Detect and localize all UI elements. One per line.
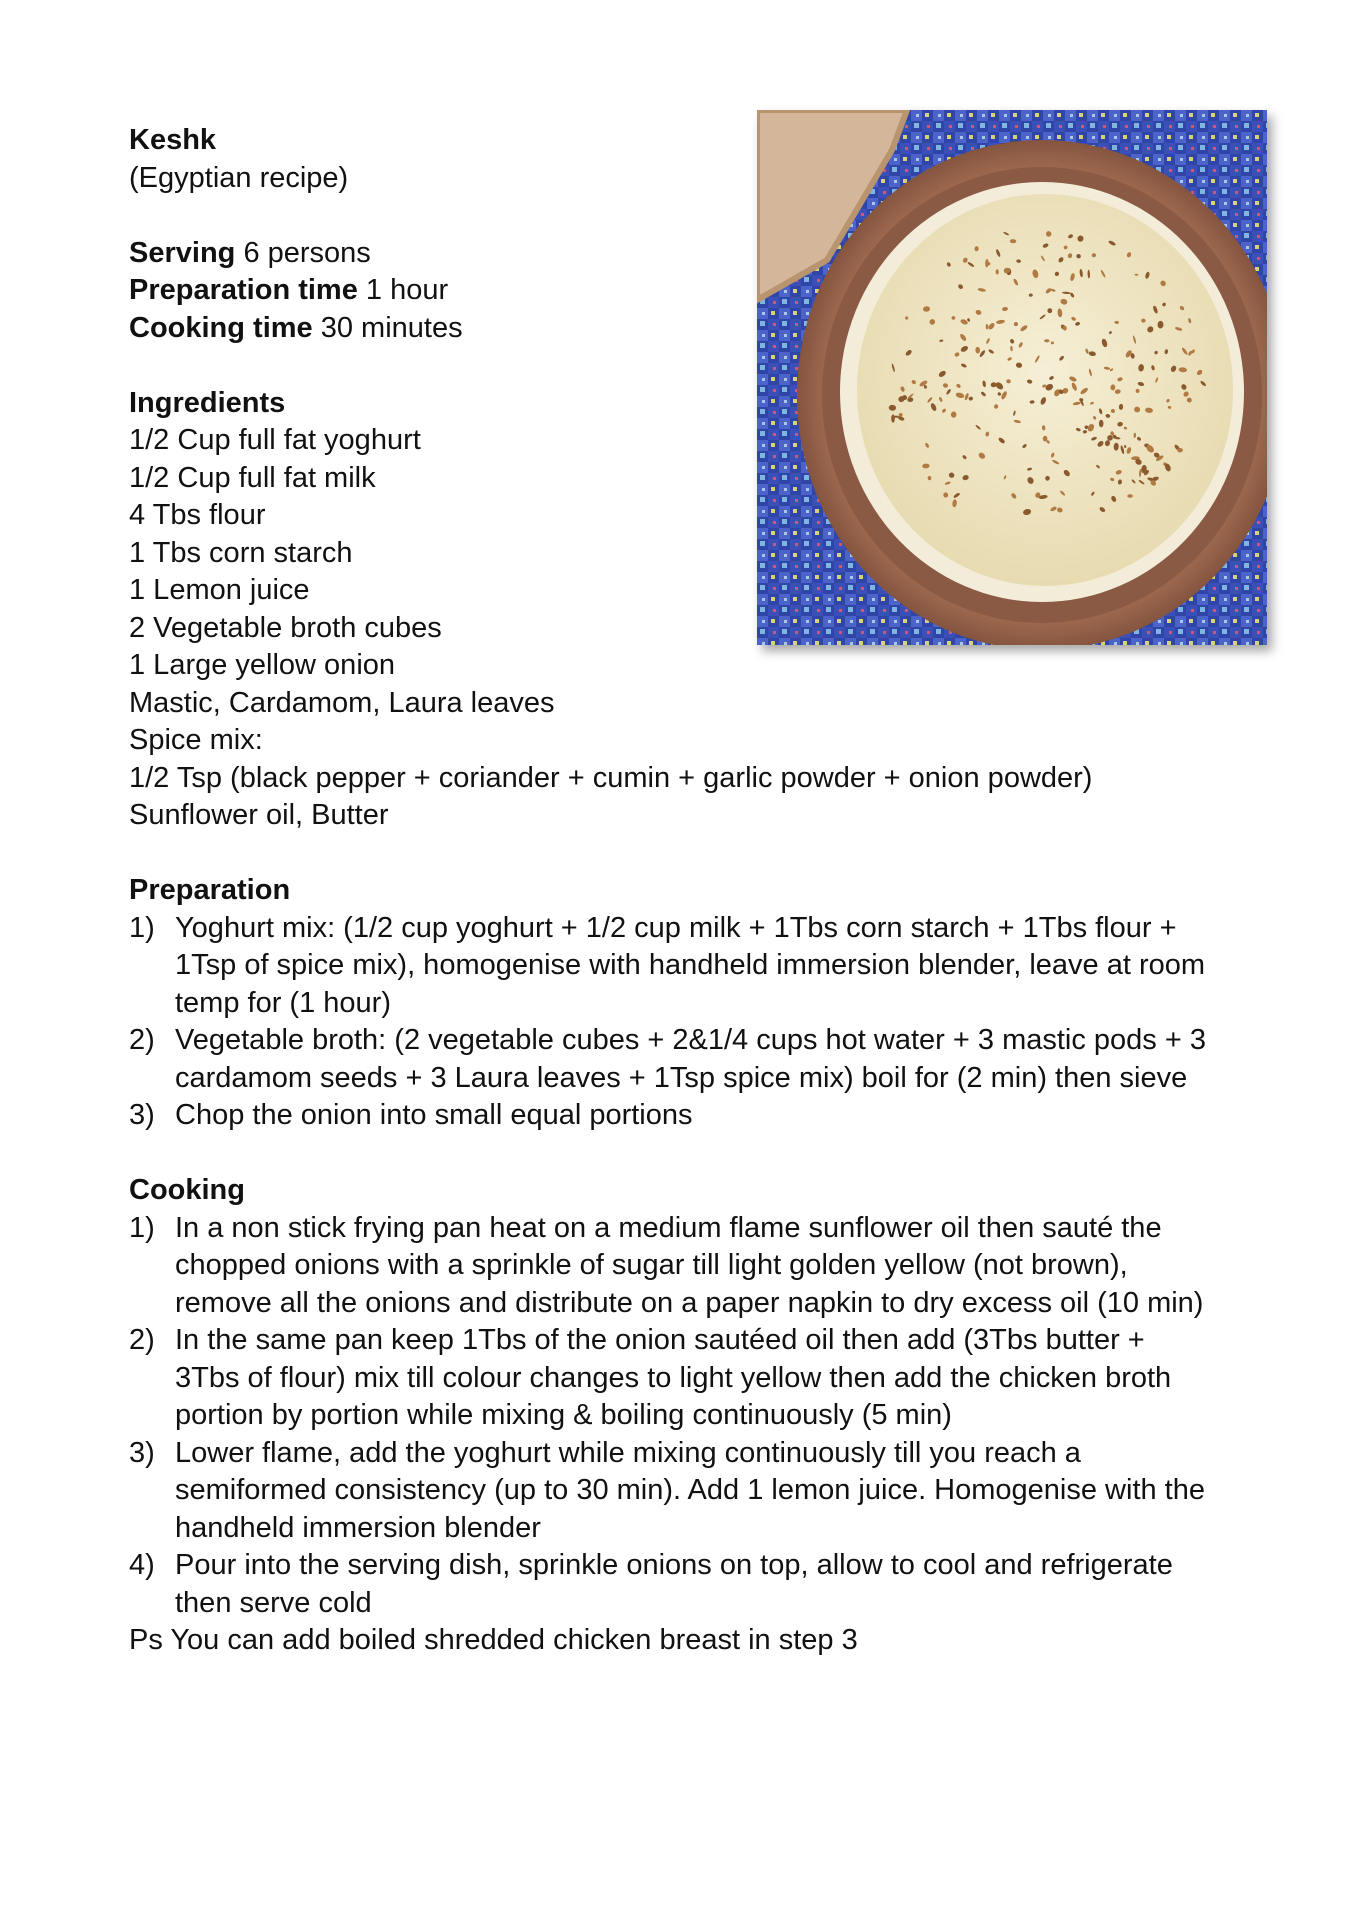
keshk-dish-photo <box>757 110 1267 645</box>
preparation-steps <box>129 910 1279 1135</box>
step-number: 3) <box>129 1436 155 1469</box>
recipe-title: Keshk <box>129 124 217 156</box>
step-item <box>129 1022 1279 1097</box>
step-line: Lower flame, add the yoghurt while mixing continuously till you reach a <box>175 1436 1081 1469</box>
step-line: Chop the onion into small equal portions <box>175 1099 693 1131</box>
step-number: 4) <box>129 1549 155 1581</box>
spacer <box>129 1135 1279 1173</box>
recipe-note: Ps You can add boiled shredded chicken breast in step 3 <box>129 1624 858 1656</box>
step-line: then serve cold <box>175 1586 372 1619</box>
step-number: 2) <box>129 1324 155 1356</box>
meta-label: Preparation time <box>129 274 358 306</box>
step-line: In a non stick frying pan heat on a medium flame sunflower oil then sauté the <box>175 1211 1162 1244</box>
step-item <box>129 1322 1279 1435</box>
recipe-subtitle: (Egyptian recipe) <box>129 161 349 194</box>
ingredient-item: 4 Tbs flour <box>129 499 266 531</box>
step-line: remove all the onions and distribute on a paper napkin to dry excess oil (10 min) <box>175 1286 1204 1319</box>
meta-value: 6 persons <box>243 236 371 269</box>
keshk-dish-illustration <box>757 110 1267 645</box>
step-line: portion by portion while mixing & boiling continuously (5 min) <box>175 1399 952 1431</box>
onion-fleck <box>892 416 899 418</box>
step-line: Yoghurt mix: (1/2 cup yoghurt + 1/2 cup milk + 1Tbs corn starch + 1Tbs flour + <box>175 911 1177 944</box>
step-line: temp for (1 hour) <box>175 986 391 1019</box>
step-item <box>129 910 1279 1023</box>
section-heading: Preparation <box>129 874 291 906</box>
step-text <box>175 1210 1279 1323</box>
step-line: Vegetable broth: (2 vegetable cubes + 2&1/4 cups hot water + 3 mastic pods + 3 <box>175 1024 1206 1056</box>
step-text <box>175 1435 1279 1548</box>
section-heading: Cooking <box>129 1174 245 1206</box>
step-line: chopped onions with a sprinkle of sugar till light golden yellow (not brown), <box>175 1249 1128 1281</box>
step-line: Pour into the serving dish, sprinkle onions on top, allow to cool and refrigerate <box>175 1549 1173 1581</box>
meta-value: 30 minutes <box>320 311 463 344</box>
step-number: 2) <box>129 1024 155 1056</box>
ingredient-item: 1/2 Cup full fat milk <box>129 461 376 494</box>
section-heading: Ingredients <box>129 386 286 419</box>
meta-label: Serving <box>129 236 236 269</box>
step-item <box>129 1210 1279 1323</box>
ingredient-item: Mastic, Cardamom, Laura leaves <box>129 686 555 719</box>
step-line: semiformed consistency (up to 30 min). Add 1 lemon juice. Homogenise with the <box>175 1474 1205 1506</box>
keshk-surface <box>857 194 1233 586</box>
step-line: In the same pan keep 1Tbs of the onion sautéed oil then add (3Tbs butter + <box>175 1324 1145 1356</box>
ingredient-item: 1/2 Cup full fat yoghurt <box>129 424 421 456</box>
ingredient-item: 1 Large yellow onion <box>129 649 396 681</box>
onion-fleck <box>1044 339 1049 342</box>
cooking-steps <box>129 1210 1279 1623</box>
step-number: 3) <box>129 1099 155 1131</box>
ingredient-item: 1 Tbs corn starch <box>129 536 353 569</box>
step-line: 1Tsp of spice mix), homogenise with handheld immersion blender, leave at room <box>175 949 1206 981</box>
meta-value: 1 hour <box>365 274 449 306</box>
step-item <box>129 1097 1279 1135</box>
step-line: handheld immersion blender <box>175 1511 541 1544</box>
ingredient-item: 1/2 Tsp (black pepper + coriander + cumin + garlic powder + onion powder) <box>129 761 1093 794</box>
cooking-section <box>129 1172 1279 1622</box>
step-item <box>129 1435 1279 1548</box>
meta-label: Cooking time <box>129 311 313 344</box>
step-line: 3Tbs of flour) mix till colour changes to light yellow then add the chicken broth <box>175 1361 1172 1394</box>
ingredient-item: Sunflower oil, Butter <box>129 799 389 831</box>
ingredient-item: 1 Lemon juice <box>129 574 310 606</box>
step-line: cardamom seeds + 3 Laura leaves + 1Tsp spice mix) boil for (2 min) then sieve <box>175 1061 1188 1094</box>
spacer <box>129 835 1279 873</box>
step-item <box>129 1547 1279 1622</box>
step-text <box>175 1022 1279 1097</box>
ingredient-item: 2 Vegetable broth cubes <box>129 611 442 644</box>
preparation-section <box>129 872 1279 1135</box>
ingredient-item: Spice mix: <box>129 724 263 756</box>
step-text <box>175 1322 1279 1435</box>
step-number: 1) <box>129 1211 155 1244</box>
step-text <box>175 910 1279 1023</box>
step-text <box>175 1097 1279 1135</box>
step-text <box>175 1547 1279 1622</box>
step-number: 1) <box>129 911 155 944</box>
